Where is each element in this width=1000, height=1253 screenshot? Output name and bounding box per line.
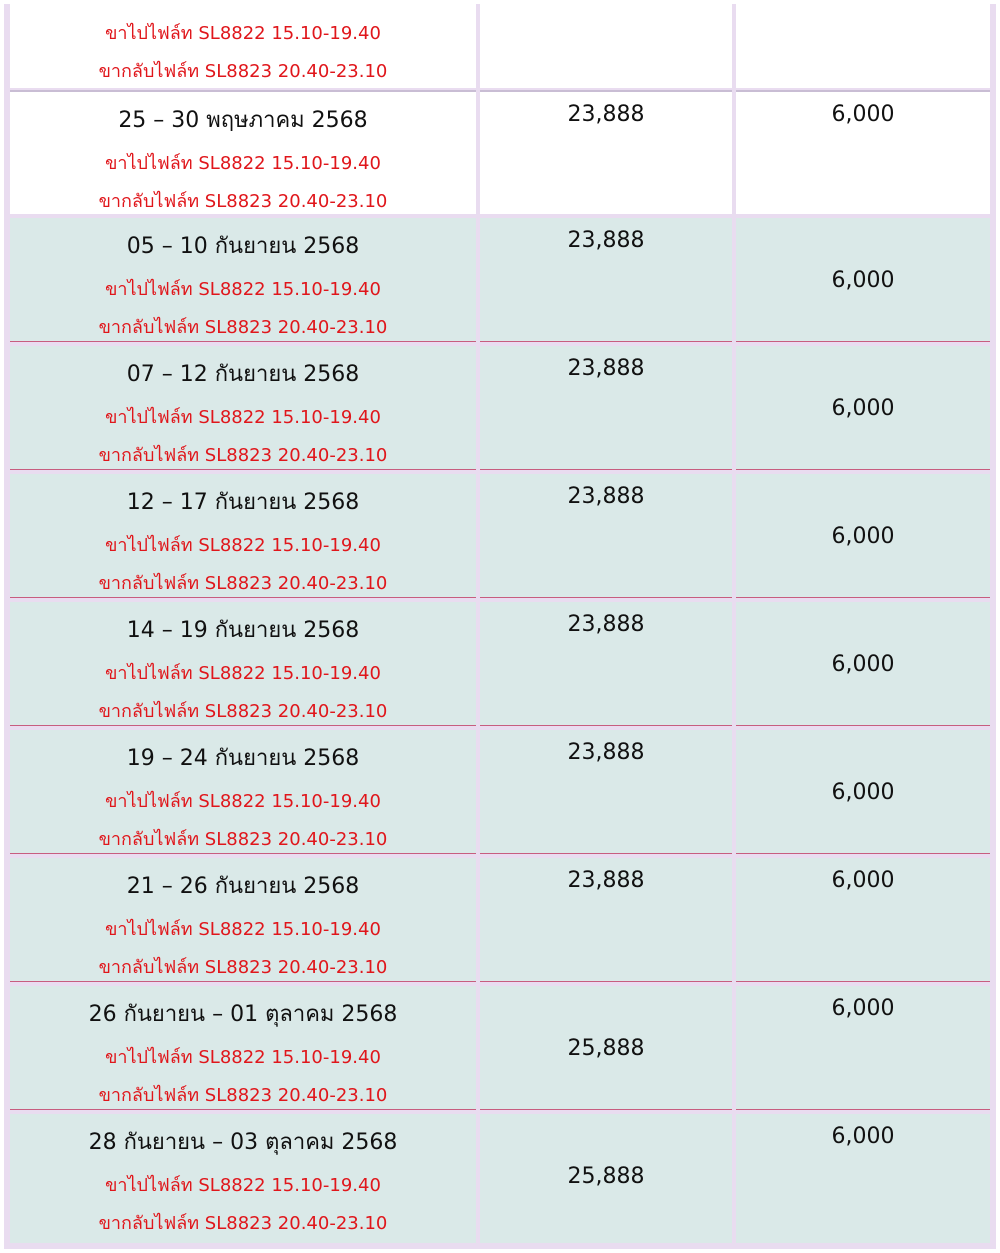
extra-cell xyxy=(736,346,990,470)
extra-value: 6,000 xyxy=(831,102,895,127)
price-value: 23,888 xyxy=(567,228,645,253)
extra-value: 6,000 xyxy=(831,868,895,893)
price-cell xyxy=(480,1114,732,1243)
price-value: 23,888 xyxy=(567,356,645,381)
outbound-flight: ขาไปไฟล์ท SL8822 15.10-19.40 xyxy=(105,279,381,300)
table-row xyxy=(4,346,996,470)
price-value: 25,888 xyxy=(567,1164,645,1189)
outbound-flight: ขาไปไฟล์ท SL8822 15.10-19.40 xyxy=(105,919,381,940)
date-cell xyxy=(10,602,476,726)
extra-value: 6,000 xyxy=(831,780,895,805)
extra-cell xyxy=(736,602,990,726)
return-flight: ขากลับไฟล์ท SL8823 20.40-23.10 xyxy=(98,573,388,594)
table-row xyxy=(4,218,996,342)
extra-value: 6,000 xyxy=(831,1124,895,1149)
travel-dates: 14 – 19 กันยายน 2568 xyxy=(126,618,360,643)
date-cell xyxy=(10,730,476,854)
date-cell xyxy=(10,346,476,470)
date-cell xyxy=(10,1114,476,1243)
outbound-flight: ขาไปไฟล์ท SL8822 15.10-19.40 xyxy=(105,791,381,812)
return-flight: ขากลับไฟล์ท SL8823 20.40-23.10 xyxy=(98,61,388,82)
date-cell xyxy=(10,218,476,342)
travel-dates: 12 – 17 กันยายน 2568 xyxy=(126,490,360,515)
extra-value: 6,000 xyxy=(831,996,895,1021)
extra-cell xyxy=(736,730,990,854)
table-row xyxy=(4,730,996,854)
outbound-flight: ขาไปไฟล์ท SL8822 15.10-19.40 xyxy=(105,535,381,556)
extra-value: 6,000 xyxy=(831,652,895,677)
extra-cell xyxy=(736,4,990,88)
price-value: 23,888 xyxy=(567,484,645,509)
extra-cell xyxy=(736,1114,990,1243)
price-value: 23,888 xyxy=(567,612,645,637)
price-cell xyxy=(480,602,732,726)
outbound-flight: ขาไปไฟล์ท SL8822 15.10-19.40 xyxy=(105,153,381,174)
travel-dates: 05 – 10 กันยายน 2568 xyxy=(126,234,360,259)
price-cell xyxy=(480,218,732,342)
date-cell xyxy=(10,858,476,982)
travel-dates: 19 – 24 กันยายน 2568 xyxy=(126,746,360,771)
price-cell xyxy=(480,986,732,1110)
table-row xyxy=(4,1114,996,1243)
table-row xyxy=(4,602,996,726)
table-row xyxy=(4,90,996,214)
extra-cell xyxy=(736,218,990,342)
travel-dates: 07 – 12 กันยายน 2568 xyxy=(126,362,360,387)
table-row xyxy=(4,858,996,982)
return-flight: ขากลับไฟล์ท SL8823 20.40-23.10 xyxy=(98,1213,388,1234)
extra-value: 6,000 xyxy=(831,524,895,549)
outbound-flight: ขาไปไฟล์ท SL8822 15.10-19.40 xyxy=(105,23,381,44)
return-flight: ขากลับไฟล์ท SL8823 20.40-23.10 xyxy=(98,701,388,722)
price-cell xyxy=(480,4,732,88)
table-row xyxy=(4,986,996,1110)
price-value: 25,888 xyxy=(567,1036,645,1061)
extra-cell xyxy=(736,90,990,214)
price-cell xyxy=(480,730,732,854)
return-flight: ขากลับไฟล์ท SL8823 20.40-23.10 xyxy=(98,317,388,338)
date-cell xyxy=(10,474,476,598)
outbound-flight: ขาไปไฟล์ท SL8822 15.10-19.40 xyxy=(105,663,381,684)
price-cell xyxy=(480,90,732,214)
date-cell xyxy=(10,4,476,88)
outbound-flight: ขาไปไฟล์ท SL8822 15.10-19.40 xyxy=(105,1175,381,1196)
extra-value: 6,000 xyxy=(831,268,895,293)
outbound-flight: ขาไปไฟล์ท SL8822 15.10-19.40 xyxy=(105,1047,381,1068)
price-value: 23,888 xyxy=(567,868,645,893)
travel-dates: 25 – 30 พฤษภาคม 2568 xyxy=(118,108,368,133)
return-flight: ขากลับไฟล์ท SL8823 20.40-23.10 xyxy=(98,1085,388,1106)
price-cell xyxy=(480,346,732,470)
date-cell xyxy=(10,986,476,1110)
return-flight: ขากลับไฟล์ท SL8823 20.40-23.10 xyxy=(98,829,388,850)
date-cell xyxy=(10,90,476,214)
price-table xyxy=(4,4,996,1249)
travel-dates: 28 กันยายน – 03 ตุลาคม 2568 xyxy=(88,1130,398,1155)
outbound-flight: ขาไปไฟล์ท SL8822 15.10-19.40 xyxy=(105,407,381,428)
table-row-partial xyxy=(4,4,996,88)
extra-cell xyxy=(736,986,990,1110)
price-cell xyxy=(480,858,732,982)
return-flight: ขากลับไฟล์ท SL8823 20.40-23.10 xyxy=(98,191,388,212)
price-cell xyxy=(480,474,732,598)
extra-value: 6,000 xyxy=(831,396,895,421)
travel-dates: 26 กันยายน – 01 ตุลาคม 2568 xyxy=(88,1002,398,1027)
price-value: 23,888 xyxy=(567,102,645,127)
price-value: 23,888 xyxy=(567,740,645,765)
travel-dates: 21 – 26 กันยายน 2568 xyxy=(126,874,360,899)
table-row xyxy=(4,474,996,598)
return-flight: ขากลับไฟล์ท SL8823 20.40-23.10 xyxy=(98,957,388,978)
extra-cell xyxy=(736,474,990,598)
return-flight: ขากลับไฟล์ท SL8823 20.40-23.10 xyxy=(98,445,388,466)
extra-cell xyxy=(736,858,990,982)
